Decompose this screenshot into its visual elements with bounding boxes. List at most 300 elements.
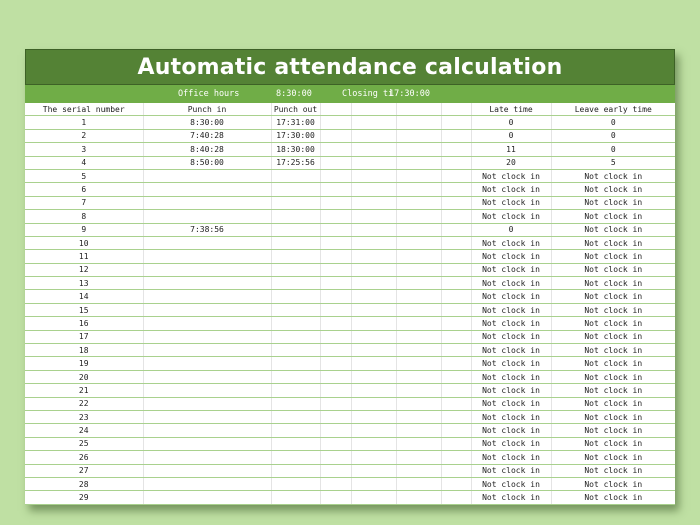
blank-cell[interactable]: [441, 357, 471, 370]
serial-cell[interactable]: 22: [25, 397, 143, 410]
punch-in-cell[interactable]: [143, 330, 271, 343]
punch-in-cell[interactable]: [143, 236, 271, 249]
table-row: [25, 330, 675, 343]
blank-cell[interactable]: [396, 223, 441, 236]
punch-out-cell[interactable]: [271, 317, 320, 330]
late-time-cell[interactable]: 11: [471, 143, 551, 156]
leave-early-cell[interactable]: Not clock in: [551, 263, 675, 276]
punch-in-cell[interactable]: [143, 263, 271, 276]
blank-cell[interactable]: [351, 357, 396, 370]
serial-cell[interactable]: 12: [25, 263, 143, 276]
blank-cell[interactable]: [396, 370, 441, 383]
punch-out-cell[interactable]: 17:25:56: [271, 156, 320, 169]
serial-cell[interactable]: 28: [25, 477, 143, 490]
blank-cell[interactable]: [441, 129, 471, 142]
blank-cell[interactable]: [351, 210, 396, 223]
column-header-late-time[interactable]: Late time: [471, 103, 551, 116]
leave-early-cell[interactable]: Not clock in: [551, 196, 675, 209]
punch-out-cell[interactable]: [271, 397, 320, 410]
late-time-cell[interactable]: Not clock in: [471, 344, 551, 357]
serial-cell[interactable]: 27: [25, 464, 143, 477]
table-row: [25, 183, 675, 196]
blank-cell[interactable]: [351, 290, 396, 303]
serial-cell[interactable]: 19: [25, 357, 143, 370]
blank-cell[interactable]: [396, 330, 441, 343]
late-time-cell[interactable]: Not clock in: [471, 196, 551, 209]
leave-early-cell[interactable]: Not clock in: [551, 384, 675, 397]
blank-cell[interactable]: [396, 290, 441, 303]
punch-in-cell[interactable]: [143, 196, 271, 209]
blank-cell[interactable]: [320, 424, 351, 437]
column-header-punch-in[interactable]: Punch in: [143, 103, 271, 116]
serial-cell[interactable]: 20: [25, 370, 143, 383]
blank-cell[interactable]: [441, 384, 471, 397]
table-row: [25, 397, 675, 410]
blank-cell[interactable]: [351, 303, 396, 316]
punch-in-cell[interactable]: 8:40:28: [143, 143, 271, 156]
late-time-cell[interactable]: Not clock in: [471, 317, 551, 330]
closing-time-value[interactable]: 17:30:00: [389, 89, 430, 99]
serial-cell[interactable]: 24: [25, 424, 143, 437]
serial-cell[interactable]: 7: [25, 196, 143, 209]
sheet-title[interactable]: Automatic attendance calculation: [25, 49, 675, 85]
serial-cell[interactable]: 26: [25, 451, 143, 464]
blank-cell[interactable]: [351, 317, 396, 330]
blank-cell[interactable]: [351, 129, 396, 142]
serial-cell[interactable]: 14: [25, 290, 143, 303]
punch-out-cell[interactable]: 17:30:00: [271, 129, 320, 142]
blank-cell[interactable]: [351, 370, 396, 383]
table-row: [25, 344, 675, 357]
blank-cell[interactable]: [396, 357, 441, 370]
punch-in-cell[interactable]: [143, 384, 271, 397]
blank-cell[interactable]: [396, 410, 441, 423]
blank-cell[interactable]: [441, 290, 471, 303]
blank-cell[interactable]: [320, 477, 351, 490]
leave-early-cell[interactable]: 0: [551, 116, 675, 129]
blank-cell[interactable]: [396, 169, 441, 182]
blank-cell[interactable]: [396, 384, 441, 397]
blank-cell[interactable]: [320, 437, 351, 450]
blank-cell[interactable]: [320, 129, 351, 142]
blank-cell[interactable]: [351, 263, 396, 276]
column-header-blank[interactable]: [441, 103, 471, 116]
serial-cell[interactable]: 15: [25, 303, 143, 316]
blank-cell[interactable]: [396, 303, 441, 316]
serial-cell[interactable]: 5: [25, 169, 143, 182]
punch-out-cell[interactable]: [271, 357, 320, 370]
late-time-cell[interactable]: Not clock in: [471, 277, 551, 290]
serial-cell[interactable]: 6: [25, 183, 143, 196]
blank-cell[interactable]: [441, 424, 471, 437]
table-row: [25, 156, 675, 169]
leave-early-cell[interactable]: Not clock in: [551, 223, 675, 236]
blank-cell[interactable]: [320, 210, 351, 223]
leave-early-cell[interactable]: Not clock in: [551, 464, 675, 477]
table-row: [25, 491, 675, 504]
punch-in-cell[interactable]: [143, 451, 271, 464]
blank-cell[interactable]: [320, 169, 351, 182]
blank-cell[interactable]: [441, 451, 471, 464]
leave-early-cell[interactable]: Not clock in: [551, 210, 675, 223]
blank-cell[interactable]: [351, 223, 396, 236]
serial-cell[interactable]: 11: [25, 250, 143, 263]
blank-cell[interactable]: [320, 397, 351, 410]
late-time-cell[interactable]: Not clock in: [471, 384, 551, 397]
leave-early-cell[interactable]: Not clock in: [551, 477, 675, 490]
table-row: [25, 290, 675, 303]
punch-in-cell[interactable]: [143, 464, 271, 477]
blank-cell[interactable]: [441, 317, 471, 330]
punch-in-cell[interactable]: [143, 370, 271, 383]
punch-out-cell[interactable]: [271, 210, 320, 223]
leave-early-cell[interactable]: Not clock in: [551, 397, 675, 410]
punch-in-cell[interactable]: [143, 437, 271, 450]
punch-out-cell[interactable]: [271, 424, 320, 437]
blank-cell[interactable]: [320, 263, 351, 276]
punch-in-cell[interactable]: [143, 277, 271, 290]
late-time-cell[interactable]: Not clock in: [471, 437, 551, 450]
punch-in-cell[interactable]: [143, 169, 271, 182]
late-time-cell[interactable]: Not clock in: [471, 464, 551, 477]
serial-cell[interactable]: 25: [25, 437, 143, 450]
leave-early-cell[interactable]: Not clock in: [551, 290, 675, 303]
blank-cell[interactable]: [320, 183, 351, 196]
punch-in-cell[interactable]: 7:38:56: [143, 223, 271, 236]
table-row: [25, 317, 675, 330]
blank-cell[interactable]: [396, 477, 441, 490]
blank-cell[interactable]: [351, 156, 396, 169]
blank-cell[interactable]: [396, 116, 441, 129]
blank-cell[interactable]: [320, 143, 351, 156]
blank-cell[interactable]: [351, 183, 396, 196]
serial-cell[interactable]: 29: [25, 491, 143, 504]
blank-cell[interactable]: [351, 397, 396, 410]
blank-cell[interactable]: [351, 330, 396, 343]
punch-out-cell[interactable]: [271, 303, 320, 316]
punch-in-cell[interactable]: [143, 183, 271, 196]
blank-cell[interactable]: [351, 384, 396, 397]
leave-early-cell[interactable]: Not clock in: [551, 344, 675, 357]
punch-in-cell[interactable]: [143, 210, 271, 223]
serial-cell[interactable]: 10: [25, 236, 143, 249]
blank-cell[interactable]: [396, 210, 441, 223]
serial-cell[interactable]: 21: [25, 384, 143, 397]
blank-cell[interactable]: [320, 317, 351, 330]
leave-early-cell[interactable]: 5: [551, 156, 675, 169]
leave-early-cell[interactable]: Not clock in: [551, 437, 675, 450]
leave-early-cell[interactable]: Not clock in: [551, 317, 675, 330]
punch-out-cell[interactable]: [271, 330, 320, 343]
blank-cell[interactable]: [351, 464, 396, 477]
table-row: [25, 424, 675, 437]
blank-cell[interactable]: [396, 250, 441, 263]
serial-cell[interactable]: 13: [25, 277, 143, 290]
blank-cell[interactable]: [320, 344, 351, 357]
blank-cell[interactable]: [441, 250, 471, 263]
blank-cell[interactable]: [441, 183, 471, 196]
punch-in-cell[interactable]: [143, 357, 271, 370]
punch-out-cell[interactable]: [271, 169, 320, 182]
punch-in-cell[interactable]: [143, 410, 271, 423]
blank-cell[interactable]: [441, 223, 471, 236]
blank-cell[interactable]: [396, 437, 441, 450]
punch-in-cell[interactable]: 8:50:00: [143, 156, 271, 169]
late-time-cell[interactable]: Not clock in: [471, 477, 551, 490]
blank-cell[interactable]: [396, 263, 441, 276]
blank-cell[interactable]: [441, 143, 471, 156]
leave-early-cell[interactable]: Not clock in: [551, 330, 675, 343]
late-time-cell[interactable]: Not clock in: [471, 410, 551, 423]
blank-cell[interactable]: [320, 491, 351, 504]
late-time-cell[interactable]: Not clock in: [471, 210, 551, 223]
punch-out-cell[interactable]: [271, 183, 320, 196]
table-row: [25, 116, 675, 129]
blank-cell[interactable]: [441, 236, 471, 249]
closing-time-label[interactable]: Closing ti: [342, 89, 394, 99]
blank-cell[interactable]: [351, 116, 396, 129]
blank-cell[interactable]: [320, 410, 351, 423]
blank-cell[interactable]: [396, 491, 441, 504]
blank-cell[interactable]: [441, 370, 471, 383]
late-time-cell[interactable]: Not clock in: [471, 424, 551, 437]
punch-in-cell[interactable]: [143, 397, 271, 410]
serial-cell[interactable]: 18: [25, 344, 143, 357]
table-row: [25, 477, 675, 490]
punch-in-cell[interactable]: 8:30:00: [143, 116, 271, 129]
late-time-cell[interactable]: 0: [471, 129, 551, 142]
leave-early-cell[interactable]: Not clock in: [551, 183, 675, 196]
blank-cell[interactable]: [396, 344, 441, 357]
blank-cell[interactable]: [320, 451, 351, 464]
table-row: [25, 464, 675, 477]
blank-cell[interactable]: [320, 250, 351, 263]
leave-early-cell[interactable]: Not clock in: [551, 169, 675, 182]
punch-out-cell[interactable]: [271, 384, 320, 397]
punch-in-cell[interactable]: [143, 344, 271, 357]
punch-out-cell[interactable]: [271, 437, 320, 450]
blank-cell[interactable]: [441, 196, 471, 209]
late-time-cell[interactable]: Not clock in: [471, 397, 551, 410]
punch-out-cell[interactable]: [271, 477, 320, 490]
blank-cell[interactable]: [351, 424, 396, 437]
blank-cell[interactable]: [320, 330, 351, 343]
table-row: [25, 169, 675, 182]
blank-cell[interactable]: [320, 370, 351, 383]
blank-cell[interactable]: [351, 250, 396, 263]
serial-cell[interactable]: 3: [25, 143, 143, 156]
late-time-cell[interactable]: Not clock in: [471, 263, 551, 276]
punch-in-cell[interactable]: [143, 250, 271, 263]
blank-cell[interactable]: [441, 344, 471, 357]
leave-early-cell[interactable]: Not clock in: [551, 357, 675, 370]
late-time-cell[interactable]: 0: [471, 116, 551, 129]
blank-cell[interactable]: [351, 169, 396, 182]
late-time-cell[interactable]: Not clock in: [471, 330, 551, 343]
table-row: [25, 236, 675, 249]
blank-cell[interactable]: [396, 156, 441, 169]
office-hours-bar: [25, 85, 675, 103]
serial-cell[interactable]: 16: [25, 317, 143, 330]
late-time-cell[interactable]: Not clock in: [471, 236, 551, 249]
serial-cell[interactable]: 4: [25, 156, 143, 169]
blank-cell[interactable]: [351, 277, 396, 290]
blank-cell[interactable]: [320, 464, 351, 477]
punch-out-cell[interactable]: [271, 451, 320, 464]
punch-out-cell[interactable]: [271, 344, 320, 357]
punch-in-cell[interactable]: [143, 424, 271, 437]
blank-cell[interactable]: [320, 116, 351, 129]
blank-cell[interactable]: [441, 116, 471, 129]
table-row: [25, 250, 675, 263]
blank-cell[interactable]: [396, 236, 441, 249]
late-time-cell[interactable]: Not clock in: [471, 250, 551, 263]
column-header-blank[interactable]: [320, 103, 351, 116]
office-hours-value[interactable]: 8:30:00: [276, 89, 312, 99]
column-header-serial[interactable]: The serial number: [25, 103, 143, 116]
blank-cell[interactable]: [396, 129, 441, 142]
blank-cell[interactable]: [396, 424, 441, 437]
punch-in-cell[interactable]: [143, 477, 271, 490]
leave-early-cell[interactable]: Not clock in: [551, 491, 675, 504]
leave-early-cell[interactable]: 0: [551, 129, 675, 142]
punch-in-cell[interactable]: 7:40:28: [143, 129, 271, 142]
blank-cell[interactable]: [396, 317, 441, 330]
punch-out-cell[interactable]: [271, 290, 320, 303]
blank-cell[interactable]: [351, 143, 396, 156]
blank-cell[interactable]: [396, 464, 441, 477]
blank-cell[interactable]: [351, 437, 396, 450]
column-header-blank[interactable]: [351, 103, 396, 116]
table-row: [25, 277, 675, 290]
punch-in-cell[interactable]: [143, 303, 271, 316]
punch-out-cell[interactable]: [271, 491, 320, 504]
office-hours-label[interactable]: Office hours: [178, 89, 240, 99]
table-row: [25, 263, 675, 276]
column-header-blank[interactable]: [396, 103, 441, 116]
blank-cell[interactable]: [441, 410, 471, 423]
blank-cell[interactable]: [320, 196, 351, 209]
blank-cell[interactable]: [320, 156, 351, 169]
table-row: [25, 370, 675, 383]
column-header-punch-out[interactable]: Punch out: [271, 103, 320, 116]
blank-cell[interactable]: [320, 277, 351, 290]
late-time-cell[interactable]: 20: [471, 156, 551, 169]
late-time-cell[interactable]: Not clock in: [471, 290, 551, 303]
serial-cell[interactable]: 23: [25, 410, 143, 423]
blank-cell[interactable]: [441, 437, 471, 450]
blank-cell[interactable]: [396, 196, 441, 209]
punch-out-cell[interactable]: [271, 277, 320, 290]
leave-early-cell[interactable]: Not clock in: [551, 451, 675, 464]
blank-cell[interactable]: [320, 236, 351, 249]
blank-cell[interactable]: [320, 384, 351, 397]
punch-out-cell[interactable]: 18:30:00: [271, 143, 320, 156]
blank-cell[interactable]: [441, 210, 471, 223]
serial-cell[interactable]: 8: [25, 210, 143, 223]
late-time-cell[interactable]: Not clock in: [471, 370, 551, 383]
late-time-cell[interactable]: Not clock in: [471, 303, 551, 316]
table-row: [25, 384, 675, 397]
blank-cell[interactable]: [320, 223, 351, 236]
blank-cell[interactable]: [320, 357, 351, 370]
blank-cell[interactable]: [396, 277, 441, 290]
blank-cell[interactable]: [441, 169, 471, 182]
punch-out-cell[interactable]: [271, 263, 320, 276]
blank-cell[interactable]: [396, 397, 441, 410]
late-time-cell[interactable]: 0: [471, 223, 551, 236]
column-header-leave-early[interactable]: Leave early time: [551, 103, 675, 116]
blank-cell[interactable]: [320, 290, 351, 303]
punch-out-cell[interactable]: 17:31:00: [271, 116, 320, 129]
blank-cell[interactable]: [351, 410, 396, 423]
blank-cell[interactable]: [351, 451, 396, 464]
punch-out-cell[interactable]: [271, 464, 320, 477]
blank-cell[interactable]: [441, 156, 471, 169]
late-time-cell[interactable]: Not clock in: [471, 183, 551, 196]
blank-cell[interactable]: [351, 491, 396, 504]
late-time-cell[interactable]: Not clock in: [471, 491, 551, 504]
leave-early-cell[interactable]: Not clock in: [551, 370, 675, 383]
blank-cell[interactable]: [351, 477, 396, 490]
blank-cell[interactable]: [320, 303, 351, 316]
blank-cell[interactable]: [396, 143, 441, 156]
punch-out-cell[interactable]: [271, 196, 320, 209]
punch-out-cell[interactable]: [271, 410, 320, 423]
serial-cell[interactable]: 17: [25, 330, 143, 343]
late-time-cell[interactable]: Not clock in: [471, 169, 551, 182]
punch-out-cell[interactable]: [271, 236, 320, 249]
leave-early-cell[interactable]: Not clock in: [551, 410, 675, 423]
punch-out-cell[interactable]: [271, 370, 320, 383]
leave-early-cell[interactable]: Not clock in: [551, 250, 675, 263]
blank-cell[interactable]: [396, 451, 441, 464]
late-time-cell[interactable]: Not clock in: [471, 451, 551, 464]
blank-cell[interactable]: [441, 477, 471, 490]
blank-cell[interactable]: [351, 344, 396, 357]
blank-cell[interactable]: [441, 397, 471, 410]
blank-cell[interactable]: [441, 464, 471, 477]
table-row: [25, 129, 675, 142]
serial-cell[interactable]: 1: [25, 116, 143, 129]
punch-in-cell[interactable]: [143, 290, 271, 303]
punch-out-cell[interactable]: [271, 250, 320, 263]
blank-cell[interactable]: [441, 491, 471, 504]
table-row: [25, 437, 675, 450]
leave-early-cell[interactable]: 0: [551, 143, 675, 156]
leave-early-cell[interactable]: Not clock in: [551, 424, 675, 437]
punch-in-cell[interactable]: [143, 491, 271, 504]
serial-cell[interactable]: 9: [25, 223, 143, 236]
table-row: [25, 303, 675, 316]
leave-early-cell[interactable]: Not clock in: [551, 303, 675, 316]
blank-cell[interactable]: [351, 236, 396, 249]
punch-in-cell[interactable]: [143, 317, 271, 330]
table-row: [25, 451, 675, 464]
blank-cell[interactable]: [441, 263, 471, 276]
header-row: [25, 103, 675, 116]
blank-cell[interactable]: [351, 196, 396, 209]
blank-cell[interactable]: [441, 303, 471, 316]
leave-early-cell[interactable]: Not clock in: [551, 236, 675, 249]
blank-cell[interactable]: [441, 277, 471, 290]
serial-cell[interactable]: 2: [25, 129, 143, 142]
blank-cell[interactable]: [396, 183, 441, 196]
punch-out-cell[interactable]: [271, 223, 320, 236]
blank-cell[interactable]: [441, 330, 471, 343]
leave-early-cell[interactable]: Not clock in: [551, 277, 675, 290]
late-time-cell[interactable]: Not clock in: [471, 357, 551, 370]
